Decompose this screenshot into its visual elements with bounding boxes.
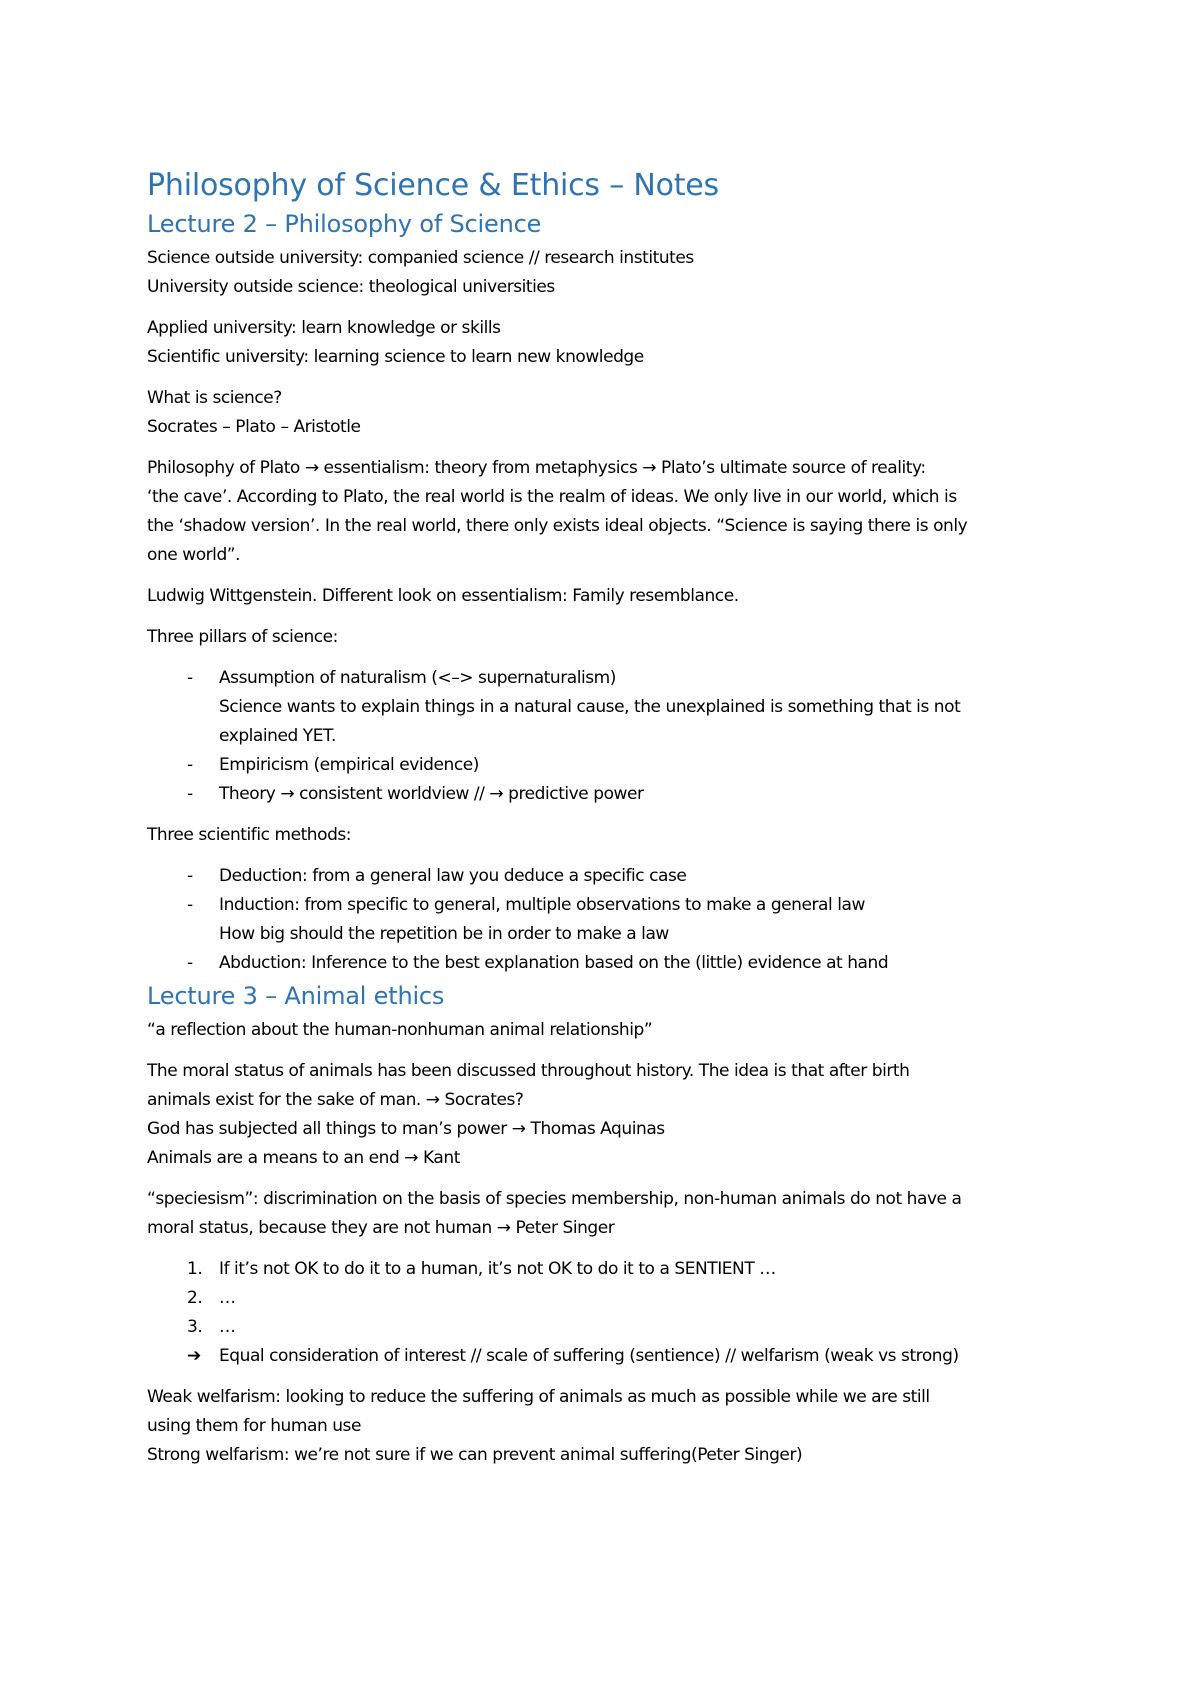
list-item — [147, 949, 1067, 978]
plato-line: ‘the cave’. According to Plato, the real world is the realm of ideas. We only live in our world, which is — [147, 487, 957, 507]
list-marker: 1. — [187, 1259, 203, 1279]
list-marker: - — [187, 668, 193, 688]
document-page — [147, 166, 1067, 1470]
paragraph: Strong welfarism: we’re not sure if we can prevent animal suffering(Peter Singer) — [147, 1445, 803, 1465]
list-marker: - — [187, 866, 193, 886]
list-marker: - — [187, 895, 193, 915]
plato-line: Philosophy of Plato → essentialism: theory from metaphysics → Plato’s ultimate source of reality: — [147, 458, 926, 478]
paragraph: animals exist for the sake of man. → Socrates? — [147, 1090, 524, 1110]
methods-list — [147, 862, 1067, 978]
list-item — [147, 1313, 1067, 1342]
paragraph: Socrates – Plato – Aristotle — [147, 417, 361, 437]
paragraph: Three pillars of science: — [147, 627, 338, 647]
list-item-text: Empiricism (empirical evidence) — [219, 755, 479, 775]
arrow-icon: ➔ — [187, 1346, 201, 1366]
paragraph: Applied university: learn knowledge or skills — [147, 318, 501, 338]
list-item — [147, 862, 1067, 891]
list-marker: 2. — [187, 1288, 203, 1308]
list-marker: - — [187, 784, 193, 804]
list-item-text: Deduction: from a general law you deduce a specific case — [219, 866, 687, 886]
list-item — [147, 891, 1067, 949]
paragraph: Science outside university: companied science // research institutes — [147, 248, 694, 268]
list-marker: 3. — [187, 1317, 203, 1337]
list-marker: - — [187, 953, 193, 973]
document-title: Philosophy of Science & Ethics – Notes — [147, 168, 719, 203]
list-item — [147, 780, 1067, 809]
pillars-list — [147, 664, 1067, 809]
paragraph: moral status, because they are not human → Peter Singer — [147, 1218, 615, 1238]
list-item-text: Theory → consistent worldview // → predictive power — [219, 784, 644, 804]
list-item-subtext: How big should the repetition be in order to make a law — [219, 924, 669, 944]
paragraph: Ludwig Wittgenstein. Different look on essentialism: Family resemblance. — [147, 586, 739, 606]
list-item — [147, 1284, 1067, 1313]
list-item-text: Abduction: Inference to the best explanation based on the (little) evidence at hand — [219, 953, 889, 973]
list-item-subtext: Science wants to explain things in a natural cause, the unexplained is something that is not — [219, 697, 961, 717]
paragraph: University outside science: theological universities — [147, 277, 555, 297]
lecture-2-heading: Lecture 2 – Philosophy of Science — [147, 210, 542, 238]
list-item-text: Equal consideration of interest // scale of suffering (sentience) // welfarism (weak vs strong) — [219, 1346, 959, 1366]
list-item — [147, 751, 1067, 780]
list-item — [147, 1255, 1067, 1284]
paragraph: Weak welfarism: looking to reduce the suffering of animals as much as possible while we are still — [147, 1387, 930, 1407]
list-marker: - — [187, 755, 193, 775]
paragraph: using them for human use — [147, 1416, 361, 1436]
list-item-subtext: explained YET. — [219, 726, 336, 746]
list-item — [147, 664, 1067, 751]
lecture-3-heading: Lecture 3 – Animal ethics — [147, 982, 445, 1010]
list-item-text: … — [219, 1317, 236, 1337]
paragraph: Animals are a means to an end → Kant — [147, 1148, 460, 1168]
paragraph: “speciesism”: discrimination on the basis of species membership, non-human animals do not have a — [147, 1189, 962, 1209]
paragraph: God has subjected all things to man’s power → Thomas Aquinas — [147, 1119, 665, 1139]
list-item-text: If it’s not OK to do it to a human, it’s not OK to do it to a SENTIENT … — [219, 1259, 776, 1279]
list-item-text: Assumption of naturalism (<–> supernaturalism) — [219, 668, 616, 688]
quote: “a reflection about the human-nonhuman animal relationship” — [147, 1020, 653, 1040]
plato-line: the ‘shadow version’. In the real world, there only exists ideal objects. “Science is saying there is only — [147, 516, 968, 536]
paragraph: Scientific university: learning science to learn new knowledge — [147, 347, 644, 367]
paragraph: Three scientific methods: — [147, 825, 352, 845]
list-item-text: Induction: from specific to general, multiple observations to make a general law — [219, 895, 865, 915]
paragraph: What is science? — [147, 388, 282, 408]
plato-line: one world”. — [147, 545, 241, 565]
list-item-text: … — [219, 1288, 236, 1308]
paragraph: The moral status of animals has been discussed throughout history. The idea is that after birth — [147, 1061, 910, 1081]
numbered-list — [147, 1255, 1067, 1371]
list-item — [147, 1342, 1067, 1371]
